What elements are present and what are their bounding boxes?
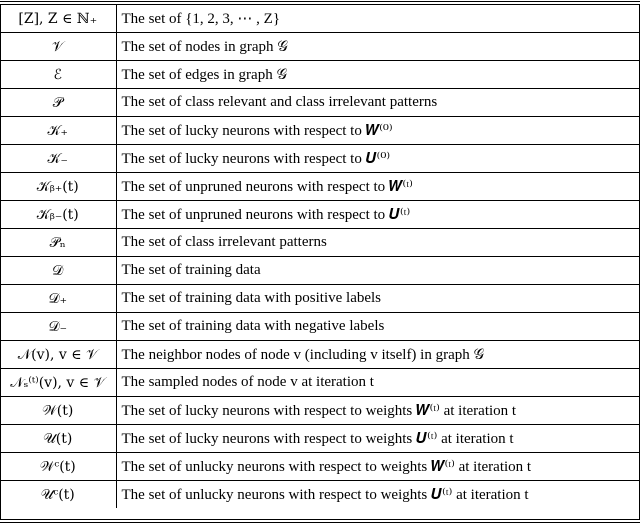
symbol-cell: 𝒦₋ [0, 145, 116, 173]
description-cell: The set of unlucky neurons with respect to weights 𝑼⁽ᵗ⁾ at iteration t [116, 481, 640, 509]
notation-table [0, 5, 640, 508]
table-row [0, 33, 640, 61]
table-row [0, 201, 640, 229]
description-cell: The sampled nodes of node v at iteration t [116, 369, 640, 397]
table-row [0, 257, 640, 285]
description-cell: The set of nodes in graph 𝒢 [116, 33, 640, 61]
symbol-cell: 𝒫 [0, 89, 116, 117]
table-row [0, 89, 640, 117]
symbol-cell: 𝒲ᶜ(t) [0, 453, 116, 481]
bottom-rule-outer [0, 522, 640, 523]
table-row [0, 313, 640, 341]
symbol-cell: [Z], Z ∈ ℕ₊ [0, 5, 116, 33]
symbol-cell: 𝒦ᵦ₊(t) [0, 173, 116, 201]
symbol-cell: ℰ [0, 61, 116, 89]
table-row [0, 481, 640, 509]
symbol-cell: 𝒩ₛ⁽ᵗ⁾(v), v ∈ 𝒱 [0, 369, 116, 397]
table-row [0, 117, 640, 145]
description-cell: The set of training data [116, 257, 640, 285]
description-cell: The set of class relevant and class irrelevant patterns [116, 89, 640, 117]
top-rule [0, 1, 640, 2]
description-cell: The set of lucky neurons with respect to 𝑾⁽⁰⁾ [116, 117, 640, 145]
description-cell: The set of lucky neurons with respect to weights 𝑼⁽ᵗ⁾ at iteration t [116, 425, 640, 453]
description-cell: The set of training data with negative labels [116, 313, 640, 341]
symbol-cell: 𝒟 [0, 257, 116, 285]
symbol-cell: 𝒰(t) [0, 425, 116, 453]
symbol-cell: 𝒟₊ [0, 285, 116, 313]
description-cell: The set of edges in graph 𝒢 [116, 61, 640, 89]
description-cell: The set of unpruned neurons with respect to 𝑾⁽ᵗ⁾ [116, 173, 640, 201]
description-cell: The set of class irrelevant patterns [116, 229, 640, 257]
symbol-cell: 𝒦₊ [0, 117, 116, 145]
table-row [0, 173, 640, 201]
symbol-cell: 𝒩(v), v ∈ 𝒱 [0, 341, 116, 369]
table-row [0, 369, 640, 397]
bottom-rule [0, 519, 640, 520]
symbol-cell: 𝒱 [0, 33, 116, 61]
description-cell: The set of lucky neurons with respect to weights 𝑾⁽ᵗ⁾ at iteration t [116, 397, 640, 425]
description-cell: The set of {1, 2, 3, ⋯ , Z} [121, 11, 281, 27]
description-cell: The set of training data with positive labels [116, 285, 640, 313]
description-cell: The neighbor nodes of node v (including v itself) in graph 𝒢 [116, 341, 640, 369]
symbol-cell: 𝒰ᶜ(t) [0, 481, 116, 509]
table-row [0, 145, 640, 173]
symbol-cell: 𝒫ₙ [0, 229, 116, 257]
table-row [0, 229, 640, 257]
table-row [0, 285, 640, 313]
symbol-cell: 𝒲(t) [0, 397, 116, 425]
description-cell: The set of unpruned neurons with respect to 𝑼⁽ᵗ⁾ [116, 201, 640, 229]
symbol-cell: 𝒟₋ [0, 313, 116, 341]
table-row [0, 341, 640, 369]
table-row [0, 453, 640, 481]
table-row [0, 397, 640, 425]
description-cell: The set of unlucky neurons with respect to weights 𝑾⁽ᵗ⁾ at iteration t [116, 453, 640, 481]
table-row [0, 425, 640, 453]
description-cell: The set of lucky neurons with respect to 𝑼⁽⁰⁾ [116, 145, 640, 173]
table-row [0, 5, 640, 33]
symbol-cell: 𝒦ᵦ₋(t) [0, 201, 116, 229]
table-row [0, 61, 640, 89]
